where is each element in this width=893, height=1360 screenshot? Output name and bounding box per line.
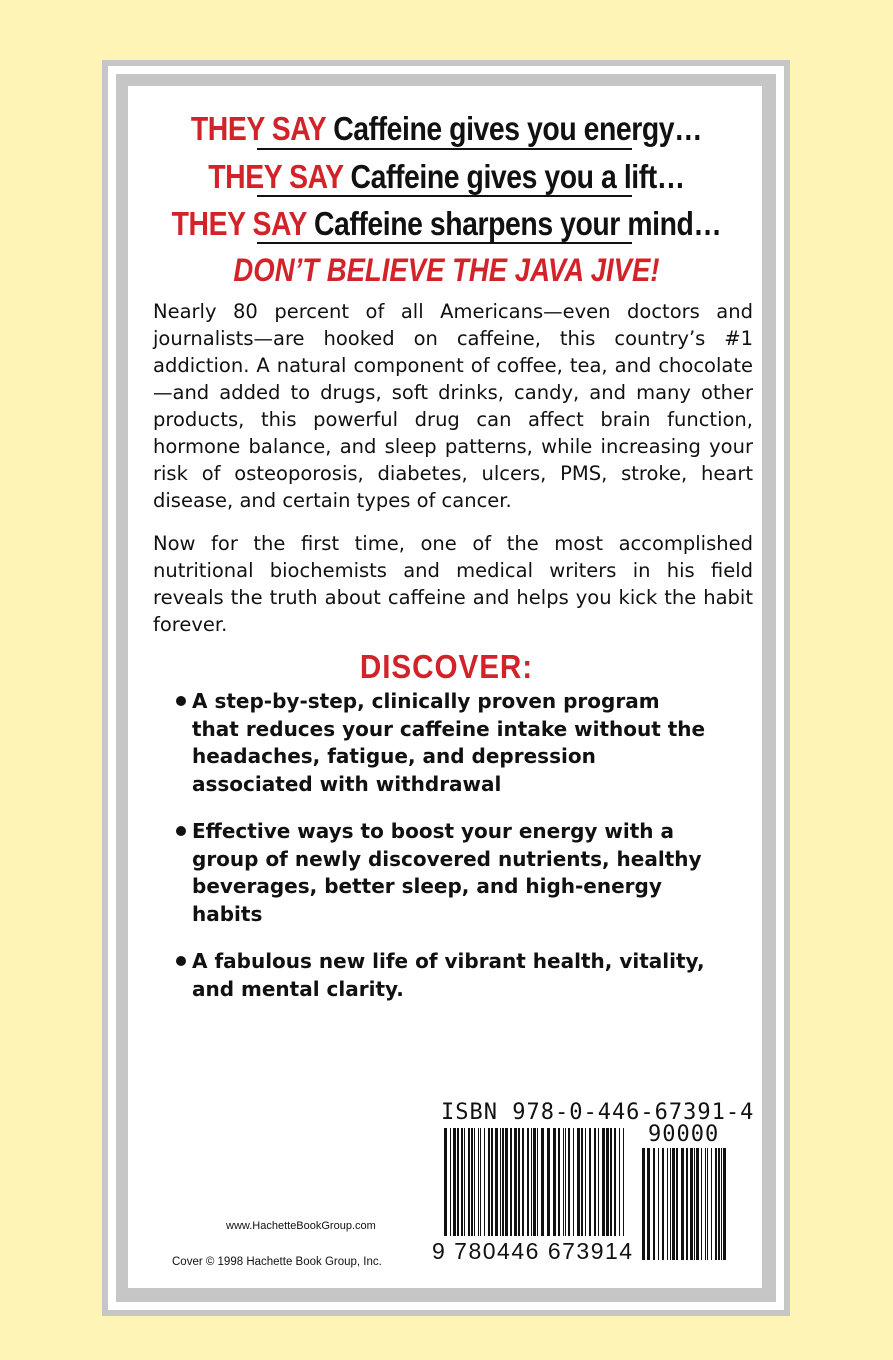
barcode-bar — [553, 1128, 556, 1236]
barcode-bar — [464, 1128, 465, 1236]
barcode-bar — [707, 1148, 708, 1260]
barcode-bar — [585, 1128, 586, 1236]
barcode-bar — [694, 1148, 695, 1260]
headline-2-red: THEY SAY — [208, 158, 344, 195]
barcode-bar — [705, 1148, 706, 1260]
bullet-item-2 — [172, 818, 712, 928]
headline-3 — [63, 205, 831, 243]
barcode-bar — [457, 1128, 459, 1236]
headline-1-red: THEY SAY — [190, 110, 326, 147]
second-paragraph: Now for the first time, one of the most accomplished nutritional biochemists and medical writers in his field reveals the truth about caffeine and helps you kick the habit forever. — [153, 532, 753, 636]
barcode-bar — [647, 1148, 650, 1260]
barcode-bar — [461, 1128, 463, 1236]
barcode-bar — [531, 1128, 532, 1236]
barcode-bar — [565, 1128, 566, 1236]
barcode-bar — [653, 1148, 655, 1260]
barcode-bar — [711, 1148, 712, 1260]
barcode-bar — [468, 1128, 470, 1236]
barcode-bar — [686, 1148, 688, 1260]
barcode-bar — [701, 1148, 702, 1260]
barcode-bar — [594, 1128, 596, 1236]
barcode-bar — [718, 1148, 720, 1260]
tagline: DON’T BELIEVE THE JAVA JIVE! — [233, 252, 660, 288]
isbn-label: ISBN 978-0-446-67391-4 — [441, 1100, 755, 1125]
barcode-bar — [667, 1148, 668, 1260]
barcode-main — [444, 1128, 624, 1236]
barcode-bar — [502, 1128, 504, 1236]
barcode-bar — [495, 1128, 498, 1236]
barcode-bar — [721, 1148, 722, 1260]
barcode-digits: 9 780446 673914 — [432, 1238, 634, 1264]
barcode-bar — [514, 1128, 517, 1236]
barcode-bar — [670, 1148, 671, 1260]
barcode-bar — [610, 1128, 612, 1236]
barcode-bar — [453, 1128, 456, 1236]
barcode-bar — [602, 1128, 605, 1236]
barcode-bar — [450, 1128, 451, 1236]
barcode-addon — [642, 1148, 728, 1260]
barcode-bar — [541, 1128, 544, 1236]
barcode-bar — [672, 1148, 675, 1260]
barcode-bar — [505, 1128, 508, 1236]
cover-credit: Cover © 1998 Hachette Book Group, Inc. — [172, 1256, 382, 1268]
headline-2 — [63, 158, 831, 196]
barcode-bar — [474, 1128, 475, 1236]
barcode-bar — [681, 1148, 684, 1260]
underline-2 — [257, 195, 632, 197]
intro-paragraph: Nearly 80 percent of all Americans—even doctors and journalists—are hooked on caffeine, this country’s #1 addiction. A natural component of coffee, tea, and chocolate—and added to drugs, soft drinks, candy, and many other products, this powerful drug can affect brain function, hormone balance, and sleep patterns, while increasing your risk of osteoporosis, diabetes, ulcers, PMS, stroke, heart disease, and certain types of cancer. — [153, 300, 753, 512]
barcode-bar — [510, 1128, 512, 1236]
barcode-bar — [573, 1128, 574, 1236]
barcode-bar — [480, 1128, 481, 1236]
bullet-text-1: A step-by-step, clinically proven program that reduces your caffeine intake without the headaches, fatigue, and depression associated with withdrawal — [192, 689, 706, 796]
bullet-dot-icon — [176, 696, 186, 706]
bullet-dot-icon — [176, 826, 186, 836]
barcode-bar — [471, 1128, 473, 1236]
bullet-text-3: A fabulous new life of vibrant health, vitality, and mental clarity. — [192, 949, 705, 1001]
barcode-bar — [581, 1128, 583, 1236]
headline-1 — [63, 110, 831, 148]
barcode-bar — [676, 1148, 678, 1260]
headline-3-red: THEY SAY — [171, 205, 307, 242]
barcode-bar — [715, 1148, 717, 1260]
headline-2-text: Caffeine gives you a lift… — [350, 158, 685, 195]
barcode-bar — [606, 1128, 609, 1236]
barcode-bar — [658, 1148, 659, 1260]
barcode-bar — [547, 1128, 550, 1236]
barcode-bar — [568, 1128, 570, 1236]
barcode-bar — [619, 1128, 620, 1236]
bullet-text-2: Effective ways to boost your energy with a group of newly discovered nutrients, healthy beverages, better sleep, and high-energy habits — [192, 819, 702, 926]
headline-1-text: Caffeine gives you energy… — [333, 110, 703, 147]
barcode-bar — [690, 1148, 693, 1260]
underline-3 — [257, 242, 632, 244]
barcode-bar — [537, 1128, 538, 1236]
barcode-bar — [662, 1148, 664, 1260]
barcode-bar — [558, 1128, 560, 1236]
headline-3-text: Caffeine sharpens your mind… — [313, 205, 722, 242]
barcode-bar — [598, 1128, 599, 1236]
barcode-bar — [518, 1128, 520, 1236]
barcode-bar — [491, 1128, 493, 1236]
barcode-bar — [563, 1128, 564, 1236]
barcode-bar — [614, 1128, 616, 1236]
barcode-bar — [577, 1128, 580, 1236]
barcode-bar — [589, 1128, 591, 1236]
price-code: 90000 — [648, 1122, 720, 1147]
underline-1 — [257, 148, 632, 150]
discover-heading: DISCOVER: — [359, 648, 534, 685]
barcode-bar — [444, 1128, 447, 1236]
publisher-website: www.HachetteBookGroup.com — [226, 1220, 376, 1232]
barcode-bar — [696, 1148, 699, 1260]
barcode-bar — [623, 1128, 624, 1236]
barcode-bar — [522, 1128, 524, 1236]
bullet-dot-icon — [176, 956, 186, 966]
barcode-bar — [500, 1128, 501, 1236]
barcode-bar — [488, 1128, 490, 1236]
barcode-bar — [642, 1148, 645, 1260]
barcode-bar — [527, 1128, 529, 1236]
barcode-bar — [533, 1128, 536, 1236]
bullet-item-1 — [172, 688, 712, 798]
barcode-bar — [723, 1148, 726, 1260]
bullet-item-3 — [172, 948, 712, 1003]
barcode-bar — [484, 1128, 485, 1236]
barcode-bar — [478, 1128, 479, 1236]
